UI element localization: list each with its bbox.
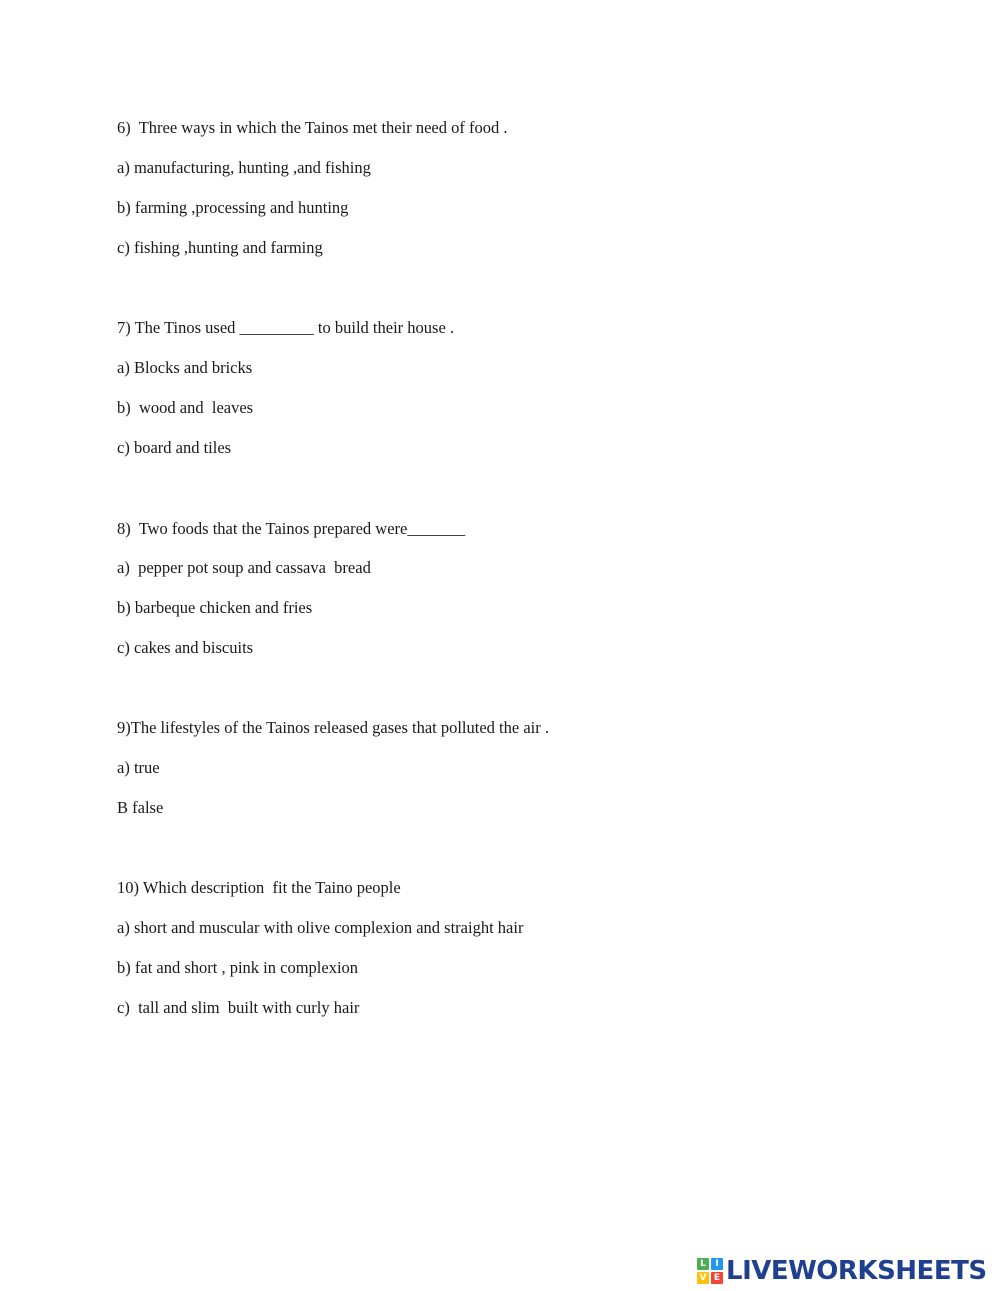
question-8-option-b[interactable]: b) barbeque chicken and fries [117, 598, 313, 617]
logo-text: LIVEWORKSHEETS [726, 1256, 987, 1286]
question-6-option-c[interactable]: c) fishing ,hunting and farming [117, 238, 323, 257]
question-6-option-b[interactable]: b) farming ,processing and hunting [117, 198, 349, 217]
question-7-prompt: 7) The Tinos used _________ to build their house . [117, 318, 455, 337]
question-8-prompt: 8) Two foods that the Tainos prepared were_______ [117, 519, 466, 538]
live-blocks-icon [697, 1258, 723, 1284]
question-8-option-a[interactable]: a) pepper pot soup and cassava bread [117, 558, 371, 577]
question-10-option-a[interactable]: a) short and muscular with olive complexion and straight hair [117, 918, 524, 937]
logo-letter-i: I [711, 1258, 723, 1270]
liveworksheets-logo [697, 1256, 987, 1286]
question-7-option-a[interactable]: a) Blocks and bricks [117, 358, 253, 377]
question-7-option-b[interactable]: b) wood and leaves [117, 398, 254, 417]
logo-letter-v: V [697, 1272, 709, 1284]
question-6-option-a[interactable]: a) manufacturing, hunting ,and fishing [117, 158, 371, 177]
question-9-option-a[interactable]: a) true [117, 758, 160, 777]
question-6-prompt: 6) Three ways in which the Tainos met their need of food . [117, 118, 508, 137]
question-9-option-b[interactable]: B false [117, 798, 164, 817]
question-10-prompt: 10) Which description fit the Taino people [117, 878, 401, 897]
question-7-option-c[interactable]: c) board and tiles [117, 438, 232, 457]
logo-letter-l: L [697, 1258, 709, 1270]
question-9-prompt: 9)The lifestyles of the Tainos released gases that polluted the air . [117, 718, 549, 737]
question-8-option-c[interactable]: c) cakes and biscuits [117, 638, 254, 657]
question-10-option-b[interactable]: b) fat and short , pink in complexion [117, 958, 359, 977]
logo-letter-e: E [711, 1272, 723, 1284]
question-10-option-c[interactable]: c) tall and slim built with curly hair [117, 998, 360, 1017]
